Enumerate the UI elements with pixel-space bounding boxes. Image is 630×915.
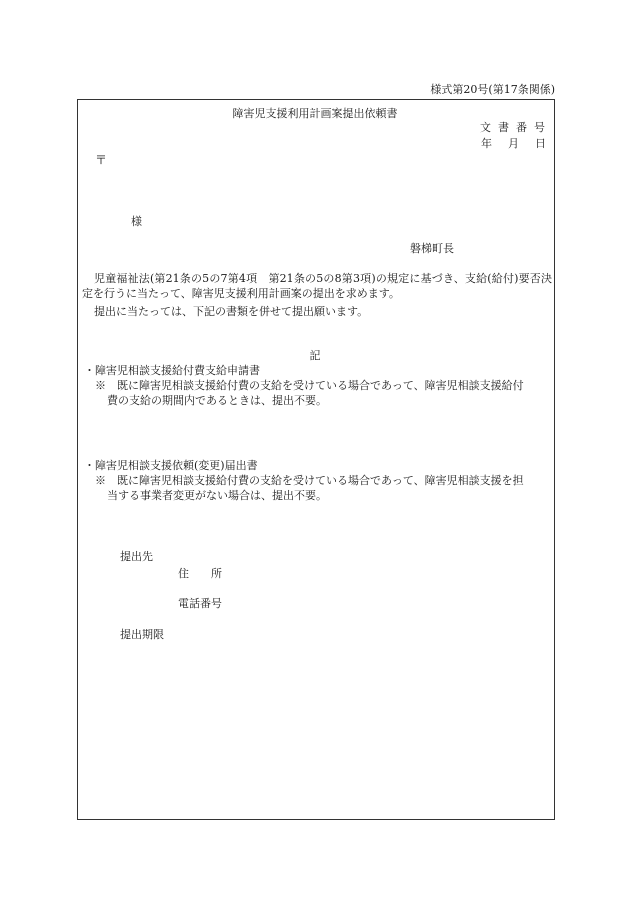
- address-label: 住 所: [178, 567, 222, 580]
- body-paragraph-2: 提出に当たっては、下記の書類を併せて提出願います。: [94, 305, 369, 318]
- required-document-1-title: ・障害児相談支援給付費支給申請書: [84, 364, 260, 377]
- note-line: ※ 既に障害児相談支援給付費の支給を受けている場合であって、障害児相談支援給付: [95, 379, 524, 392]
- phone-label: 電話番号: [178, 597, 222, 610]
- date-month-label: 月: [508, 137, 525, 150]
- date-year-label: 年: [481, 137, 498, 150]
- document-number-label: 文書番号: [480, 121, 552, 134]
- body-paragraph-1: 児童福祉法(第21条の5の7第4項 第21条の5の8第3項)の規定に基づき、支給(給付)要否決定を行うに当たって、障害児支援利用計画案の提出を求めます。: [82, 272, 552, 300]
- date-day-label: 日: [535, 137, 552, 150]
- date-line: [471, 137, 552, 152]
- submission-destination-label: 提出先: [120, 550, 153, 563]
- ki-heading: 記: [309, 349, 321, 362]
- form-number: 様式第20号(第17条関係): [430, 83, 555, 96]
- addressee-suffix: 様: [131, 215, 142, 228]
- required-document-1-note: [95, 379, 550, 409]
- required-document-2-note: [95, 474, 550, 504]
- note-line: ※ 既に障害児相談支援給付費の支給を受けている場合であって、障害児相談支援を担: [95, 474, 524, 487]
- issuer-name: 磐梯町長: [410, 242, 454, 255]
- postal-mark: 〒: [95, 153, 108, 167]
- note-line: 費の支給の期間内であるときは、提出不要。: [107, 393, 327, 407]
- required-document-2-title: ・障害児相談支援依頼(変更)届出書: [84, 459, 258, 472]
- document-title: 障害児支援利用計画案提出依頼書: [232, 107, 398, 120]
- note-line: 当する事業者変更がない場合は、提出不要。: [107, 488, 327, 502]
- deadline-label: 提出期限: [120, 628, 164, 641]
